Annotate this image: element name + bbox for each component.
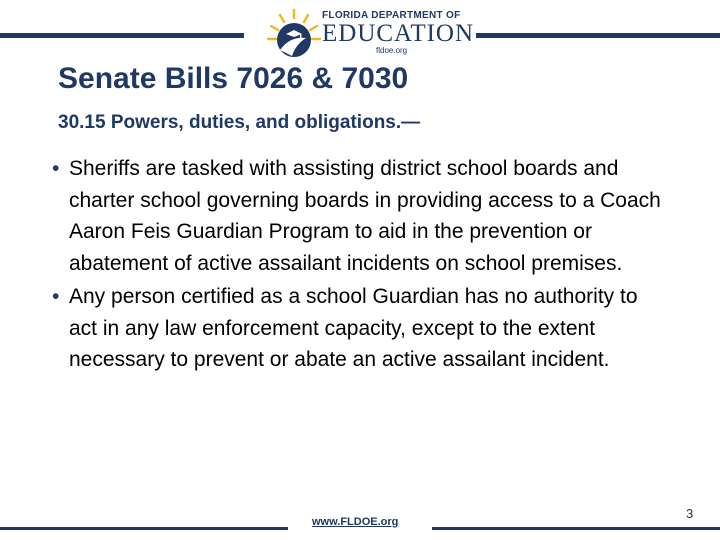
header-rule-left bbox=[0, 33, 244, 38]
slide-title: Senate Bills 7026 & 7030 bbox=[58, 62, 409, 95]
sun-emblem-icon bbox=[266, 6, 322, 66]
bullet-dot-icon: • bbox=[52, 285, 60, 308]
slide-subtitle: 30.15 Powers, duties, and obligations.— bbox=[58, 112, 421, 133]
fldoe-logo[interactable] bbox=[266, 6, 475, 68]
bullet-text: Any person certified as a school Guardian has no authority to act in any law enforcement capacity, except to the extent necessary to prevent or abate an active assailant incident. bbox=[69, 285, 638, 371]
logo-line1: FLORIDA DEPARTMENT OF bbox=[322, 10, 461, 21]
logo-wordmark bbox=[322, 10, 474, 47]
footer-rule-left bbox=[0, 527, 288, 530]
header-rule-right bbox=[476, 33, 720, 38]
bullet-list bbox=[50, 153, 670, 378]
bullet-text: Sheriffs are tasked with assisting district school boards and charter school governing boards in providing access to a Coach Aaron Feis Guardian Program to aid in the prevention or abatement of active assailant incidents on school premises. bbox=[69, 157, 661, 275]
fldoe-website-link[interactable]: www.FLDOE.org bbox=[312, 516, 399, 528]
page-number: 3 bbox=[686, 506, 694, 521]
bullet-dot-icon: • bbox=[52, 157, 60, 180]
bullet-item bbox=[50, 281, 670, 376]
logo-url: fldoe.org bbox=[376, 46, 408, 55]
logo-line2: EDUCATION bbox=[322, 20, 475, 47]
footer-rule-right bbox=[432, 527, 720, 530]
bullet-item bbox=[50, 153, 670, 279]
